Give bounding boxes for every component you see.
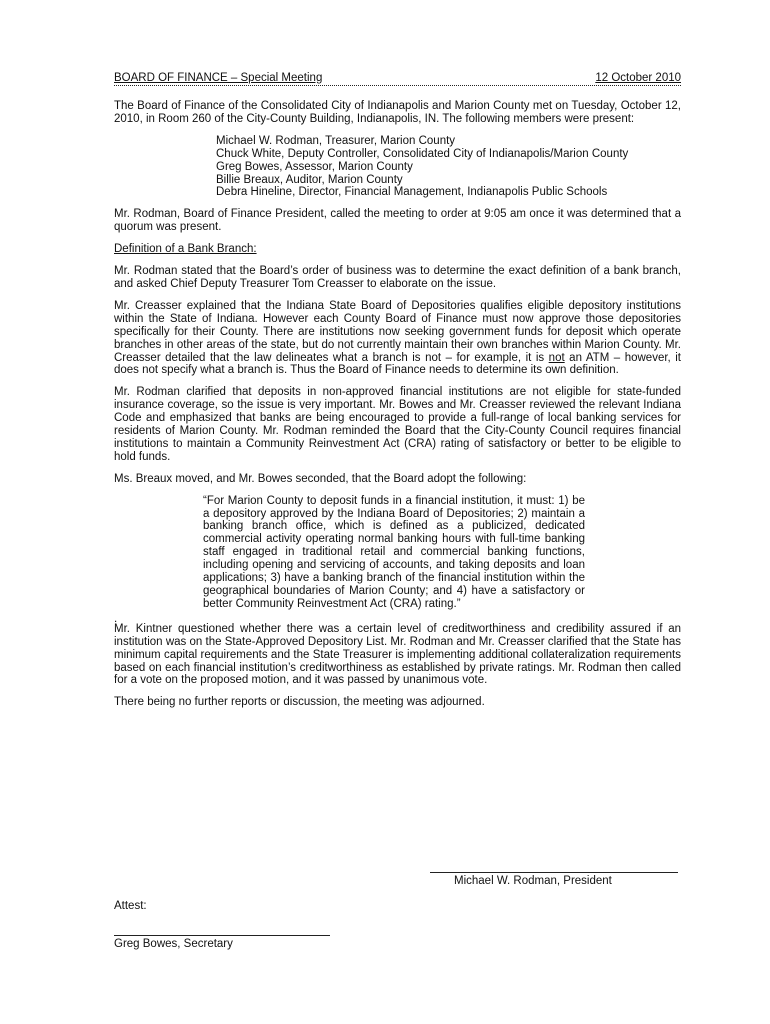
member-entry: Greg Bowes, Assessor, Marion County [216,160,413,173]
explanation-text-end: an ATM – however, it does not specify what a branch is. Thus the Board of Finance needs to determine its own definition. [114,351,681,377]
member-entry: Debra Hineline, Director, Financial Management, Indianapolis Public Schools [216,186,608,199]
closing-paragraph: There being no further reports or discussion, the meeting was adjourned. [114,696,485,709]
meeting-title: BOARD OF FINANCE – Special Meeting [114,72,323,84]
paragraph-explanation [114,300,681,377]
intro-paragraph: The Board of Finance of the Consolidated City of Indianapolis and Marion County met on Tuesday, October 12, 2010, in Room 260 of the City-County Building, Indianapolis, IN. The following members were present: [114,100,681,125]
minutes-document [114,72,681,718]
secretary-signature-block [114,925,330,951]
adopted-resolution-quote: “For Marion County to deposit funds in a financial institution, it must: 1) be a depository approved by the Indiana Board of Depositories; 2) maintain a banking branch office, which is defined as a publicized, dedicated commercial activity operating normal banking hours with full-time banking staff engaged in traditional retail and commercial banking functions, including opening and servicing of accounts, and taking deposits and loan applications; 3) have a banking branch of the financial institution within the geographical boundaries of Marion County; and 4) have a satisfactory or better Community Reinvestment Act (CRA) rating.” [203,494,585,610]
emphasis-not: not [548,351,565,364]
paragraph-clarification: Mr. Rodman clarified that deposits in non-approved financial institutions are not eligible for state-funded insurance coverage, so the issue is very important. Mr. Bowes and Mr. Creasser reviewed the relevant Indiana Code and emphasized that banks are being encouraged to provide a full-range of local banking services for residents of Marion County. Mr. Rodman reminded the Board that the City-County Council requires financial institutions to maintain a Community Reinvestment Act (CRA) rating of satisfactory or better to be eligible to hold funds. [114,386,681,463]
call-to-order-paragraph: Mr. Rodman, Board of Finance President, called the meeting to order at 9:05 am once it was determined that a quorum was present. [114,208,681,234]
meeting-date: 12 October 2010 [595,72,681,84]
attest-label: Attest: [114,900,147,912]
section-heading: Definition of a Bank Branch: [114,243,257,256]
secretary-name: Greg Bowes, Secretary [114,938,233,950]
member-entry: Michael W. Rodman, Treasurer, Marion County [216,134,456,147]
stray-mark: . [114,612,118,625]
members-list [216,135,681,200]
paragraph-creditworthiness: Mr. Kintner questioned whether there was a certain level of creditworthiness and credibility assured if an institution was on the State-Approved Depository List. Mr. Rodman and Mr. Creasser clarified that the State has minimum capital requirements and the State Treasurer is implementing additional collateralization requirements based on each financial institution’s creditworthiness as established by private ratings. Mr. Rodman then called for a vote on the proposed motion, and it was passed by unanimous vote. [114,622,681,687]
president-name: Michael W. Rodman, President [454,875,612,887]
member-entry: Billie Breaux, Auditor, Marion County [216,173,403,186]
president-signature-block [430,872,678,888]
signature-line [430,872,678,873]
document-header [114,72,681,86]
paragraph-business: Mr. Rodman stated that the Board’s order of business was to determine the exact definition of a bank branch, and asked Chief Deputy Treasurer Tom Creasser to elaborate on the issue. [114,265,681,290]
explanation-text-start: Mr. Creasser explained that the Indiana State Board of Depositories qualifies eligible depository institutions within the State of Indiana. However each County Board of Finance must now approve those depositories specifically for their County. There are institutions now seeking government funds for deposit which operate branches in other areas of the state, but do not currently maintain their own branches within Marion County. Mr. Creasser detailed that the law delineates what a branch is not – for example, it is [114,299,681,364]
signature-line [114,935,330,936]
motion-paragraph: Ms. Breaux moved, and Mr. Bowes seconded, that the Board adopt the following: [114,472,527,485]
member-entry: Chuck White, Deputy Controller, Consolidated City of Indianapolis/Marion County [216,147,629,160]
